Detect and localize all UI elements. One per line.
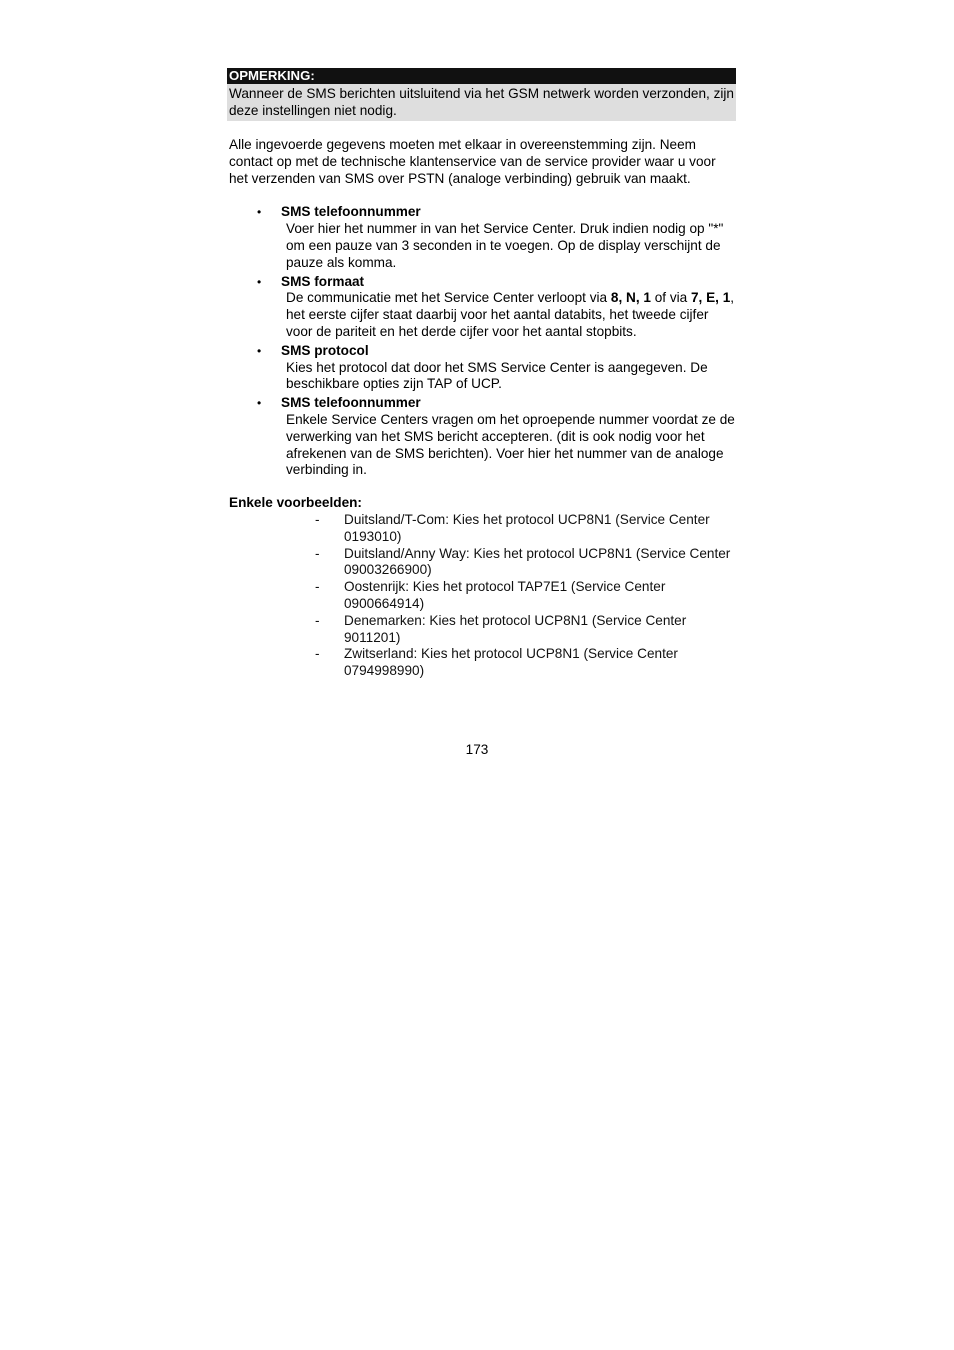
- page-number: 173: [465, 742, 489, 757]
- list-item-text: Kies het protocol dat door het SMS Service Center is aangegeven. De beschikbare opties zijn TAP of UCP.: [286, 359, 708, 392]
- bullet-icon: •: [257, 205, 262, 220]
- bold-segment: 8, N, 1: [610, 290, 651, 306]
- example-item: [227, 579, 736, 613]
- list-item: [227, 274, 736, 341]
- list-item-title: SMS telefoonnummer: [281, 204, 421, 220]
- example-item: [227, 512, 736, 546]
- note-header: OPMERKING:: [227, 68, 736, 84]
- bullet-icon: •: [257, 274, 262, 289]
- bullet-icon: •: [257, 396, 262, 411]
- example-item: [227, 613, 736, 647]
- bold-segment: 7, E, 1: [690, 290, 731, 306]
- bullet-icon: •: [257, 343, 262, 358]
- text-segment: De communicatie met het Service Center verloopt via: [286, 290, 611, 306]
- list-item-title: SMS telefoonnummer: [281, 395, 421, 411]
- intro-paragraph: Alle ingevoerde gegevens moeten met elkaar in overeenstemming zijn. Neem contact op met de technische klantenservice van de service provider waar u voor het verzenden van SMS over PSTN (analoge verbinding) gebruik van maakt.: [229, 137, 716, 186]
- note-body: Wanneer de SMS berichten uitsluitend via het GSM netwerk worden verzonden, zijn deze instellingen niet nodig.: [227, 84, 736, 121]
- dash-marker: -: [315, 579, 320, 595]
- text-segment: , het eerste cijfer staat daarbij voor het aantal databits, het tweede cijfer voor de pariteit en het derde cijfer voor het aantal stopbits.: [286, 290, 735, 339]
- example-text: Oostenrijk: Kies het protocol TAP7E1 (Service Center 0900664914): [344, 579, 666, 611]
- dash-marker: -: [315, 646, 320, 662]
- settings-list: [227, 204, 736, 479]
- example-item: [227, 546, 736, 580]
- dash-marker: -: [315, 612, 320, 628]
- list-item-title: SMS formaat: [281, 273, 365, 289]
- list-item: [227, 204, 736, 271]
- example-text: Duitsland/T-Com: Kies het protocol UCP8N1 (Service Center 0193010): [344, 511, 710, 544]
- examples-title: Enkele voorbeelden:: [229, 495, 362, 511]
- examples-list: [227, 512, 736, 680]
- document-page: [227, 68, 736, 680]
- example-text: Denemarken: Kies het protocol UCP8N1 (Service Center 9011201): [344, 612, 687, 645]
- list-item-text: Enkele Service Centers vragen om het oproepende nummer voordat ze de verwerking van het SMS bericht accepteren. (dit is ook nodig voor het afrekenen van de SMS berichten). Voer hier het nummer van de analoge verbinding in.: [286, 411, 735, 478]
- list-item-text: Voer hier het nummer in van het Service Center. Druk indien nodig op "*" om een pauze van 3 seconden in te voegen. Op de display verschijnt de pauze als komma.: [286, 221, 724, 270]
- list-item-text: [281, 290, 736, 340]
- list-item-title: SMS protocol: [281, 342, 369, 358]
- list-item: [227, 395, 736, 479]
- list-item: [227, 343, 736, 393]
- example-item: [227, 646, 736, 680]
- dash-marker: -: [315, 545, 320, 561]
- dash-marker: -: [315, 511, 320, 527]
- example-text: Zwitserland: Kies het protocol UCP8N1 (Service Center 0794998990): [344, 646, 678, 679]
- example-text: Duitsland/Anny Way: Kies het protocol UCP8N1 (Service Center 09003266900): [344, 545, 731, 578]
- text-segment: of via: [650, 290, 691, 306]
